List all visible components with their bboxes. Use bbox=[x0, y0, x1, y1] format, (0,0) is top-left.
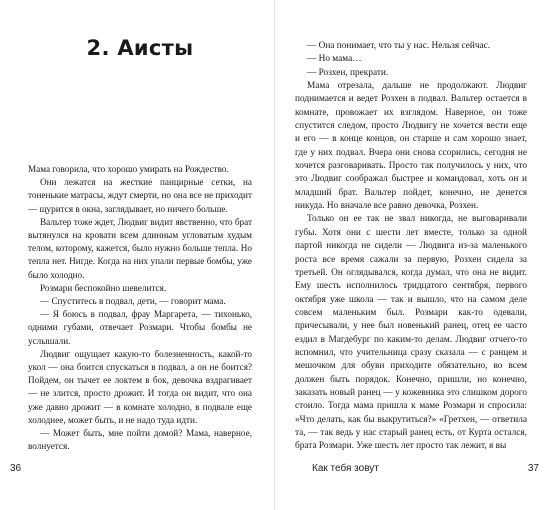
right-page bbox=[275, 0, 550, 510]
paragraph: — Но мама… bbox=[307, 54, 362, 65]
page-number: 36 bbox=[10, 463, 22, 474]
paragraph: Только он ее так не звал никогда, не выговаривали губы. Хотя они с шести лет вместе, только за одной партой никогда не сидели — Людвига из-за маленького роста все время сажали за первую, Розхен сидела за третьей. Он оглядывался, когда думал, что она не видит. Ему шесть исполнилось тридцатого сентября, первого октября уже школа — так и вышло, что на самом деле совсем маленьким был. Розмари как-то одевали, причесывали, у нее был новенький ранец, отец ее часто ездил в Магдебург по каким-то делам. Людвиг отчего-то вспомнил, что учительница сразу сказала — с ранцем и мешочком для обуви приходите обязательно, во всем должен быть порядок. Конечно, пришли, но конечно, заказать новый ранец — у кожевника это слишком дорого стоило. Тогда мама пришла к маме Розмари и спросила: «Что делать, как бы выкрутиться?» «Гретхен, — ответила та, — так ведь у нас старый ранец есть, от Курта остался, брата Розмари. Уже шесть лет просто так лежит, я вы bbox=[295, 214, 527, 452]
paragraph: Мама говорила, что хорошо умирать на Рождество. bbox=[28, 164, 229, 174]
paragraph: — Может быть, мне пойти домой? Мама, наверное, волнуется. bbox=[28, 428, 252, 452]
left-text-block bbox=[28, 163, 252, 453]
page-number: 37 bbox=[527, 463, 539, 474]
paragraph: Мама отрезала, дальше не продолжают. Людвиг поднимается и ведет Розхен в подвал. Вальтер остается в комнате, провожает их взглядом. Наверное, он тоже спустится следом, просто Людвигу не хочется вести еще и его — в конце концов, он старше и сам хорошо знает, где у них подвал. Вчера они снова ссорились, сегодня не хочется разговаривать. Просто так получилось у них, что это Людвиг соображал быстрее и командовал, хоть он и младший брат. Вальтер пойдет, конечно, не денется никуда. Но вначале все равно девочка, Розхен. bbox=[295, 81, 527, 212]
right-text-block bbox=[295, 40, 527, 454]
left-page bbox=[0, 0, 274, 510]
paragraph: — Она понимает, что ты у нас. Нельзя сейчас. bbox=[307, 41, 491, 51]
running-title: Как тебя зовут bbox=[312, 463, 379, 474]
paragraph: — Я боюсь в подвал, фрау Маргарета, — тихонько, одними губами, отвечает Розмари. Чтобы бомбы не услышали. bbox=[28, 309, 252, 346]
paragraph: Вальтер тоже ждет, Людвиг видит явственно, что брат вытянулся на кровати всем длинным угловатым худым телом, которому, кажется, было нужно больше тепла. Но тепла нет. Нигде. Когда на них упали первые бомбы, уже было холодно. bbox=[28, 216, 252, 280]
paragraph: — Розхен, прекрати. bbox=[307, 67, 389, 78]
paragraph: — Спуститесь в подвал, дети, — говорит мама. bbox=[40, 296, 226, 307]
paragraph: Людвиг ощущает какую-то болезненность, какой-то укол — она боится спускаться в подвал, а он не боится? Пойдем, он тычет ее локтем в бок, девочка вздрагивает — не злится, просто дрожит. И тогда он видит, что она уже давно дрожит — в комнате холодно, в подвале еще холоднее, может быть, и не надо туда идти. bbox=[28, 348, 252, 425]
paragraph: Они лежатся на жесткие панцирные сетки, на тоненькие матрасы, ждут смерти, но она все не приходит — щурится в окна, заглядывает, но ничего больше. bbox=[28, 177, 252, 214]
chapter-title: 2. Аисты bbox=[86, 36, 194, 60]
paragraph: Розмари беспокойно шевелится. bbox=[40, 282, 167, 293]
